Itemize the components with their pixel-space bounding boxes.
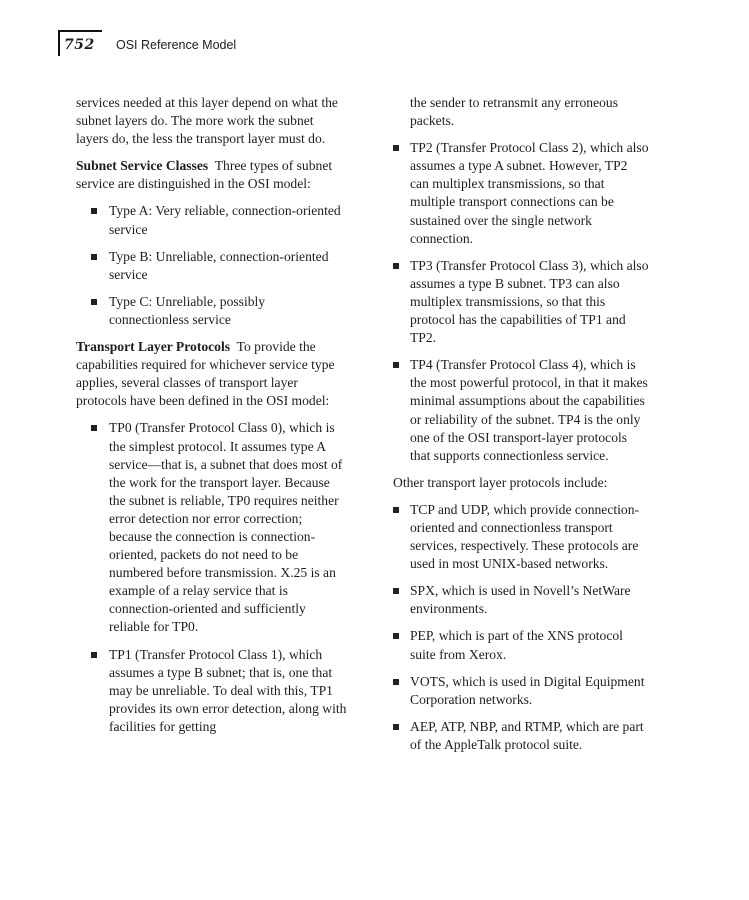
bullet-square-icon [393, 588, 399, 594]
header-rule-horizontal [58, 30, 102, 32]
transport-protocol-list [76, 419, 348, 736]
bullet-square-icon [393, 362, 399, 368]
page-number: 752 [64, 37, 95, 53]
bullet-square-icon [91, 299, 97, 305]
list-item: Type C: Unreliable, possibly connectionless service [76, 293, 348, 329]
bullet-square-icon [393, 145, 399, 151]
transport-protocol-list-continued [393, 139, 649, 465]
bullet-square-icon [91, 425, 97, 431]
list-item: AEP, ATP, NBP, and RTMP, which are part of the AppleTalk protocol suite. [393, 718, 649, 754]
continuation-text: the sender to retransmit any erroneous packets. [410, 95, 618, 129]
bullet-square-icon [393, 507, 399, 513]
subnet-paragraph [76, 157, 348, 193]
bullet-square-icon [91, 652, 97, 658]
bullet-square-icon [393, 633, 399, 639]
list-item: TCP and UDP, which provide connection-oriented and connectionless transport services, respectively. These protocols are used in most UNIX-based networks. [393, 501, 649, 573]
list-item: TP1 (Transfer Protocol Class 1), which assumes a type B subnet; that is, one that may be unreliable. To deal with this, TP1 provides its own error detection, along with facilities for getting [76, 646, 348, 736]
transport-text: To provide the capabilities required for whichever service type applies, several classes of transport layer protocols have been defined in the OSI model: [76, 339, 335, 409]
header-rule-vertical [58, 30, 60, 56]
list-item: Type B: Unreliable, connection-oriented service [76, 248, 348, 284]
bullet-square-icon [393, 724, 399, 730]
subnet-class-list [76, 202, 348, 329]
running-header [58, 30, 358, 60]
intro-paragraph: services needed at this layer depend on what the subnet layers do. The more work the subnet layers do, the less the transport layer must do. [76, 95, 338, 147]
list-item: TP2 (Transfer Protocol Class 2), which also assumes a type A subnet. However, TP2 can multiplex transmissions, so that multiple transport connections can be sustained over the single network connection. [393, 139, 649, 248]
transport-paragraph [76, 338, 348, 410]
list-item: VOTS, which is used in Digital Equipment Corporation networks. [393, 673, 649, 709]
bullet-square-icon [91, 208, 97, 214]
bullet-square-icon [393, 263, 399, 269]
running-title: OSI Reference Model [116, 38, 237, 52]
list-item: PEP, which is part of the XNS protocol suite from Xerox. [393, 627, 649, 663]
left-column [76, 94, 348, 745]
transport-heading: Transport Layer Protocols [76, 339, 231, 355]
other-protocols-intro: Other transport layer protocols include: [393, 474, 608, 490]
other-protocol-list [393, 501, 649, 754]
bullet-square-icon [91, 254, 97, 260]
right-column [393, 94, 649, 763]
list-item: TP0 (Transfer Protocol Class 0), which is the simplest protocol. It assumes type A service—that is, a subnet that does most of the work for the transport layer. Because the subnet is reliable, TP0 requires neither error detection nor error correction; because the connection is connection-oriented, packets do not need to be numbered before transmission. X.25 is an example of a relay service that is connection-oriented and sufficiently reliable for TP0. [76, 419, 348, 636]
subnet-text: Three types of subnet service are distinguished in the OSI model: [76, 158, 333, 192]
bullet-square-icon [393, 679, 399, 685]
list-item: Type A: Very reliable, connection-oriented service [76, 202, 348, 238]
list-item: SPX, which is used in Novell’s NetWare environments. [393, 582, 649, 618]
subnet-heading: Subnet Service Classes [76, 158, 209, 174]
list-item: TP3 (Transfer Protocol Class 3), which also assumes a type B subnet. TP3 can also multiplex transmissions, so that this protocol has the capabilities of TP1 and TP2. [393, 257, 649, 347]
list-item: TP4 (Transfer Protocol Class 4), which is the most powerful protocol, in that it makes minimal assumptions about the capabilities or reliability of the subnet. TP4 is the only one of the OSI transport-layer protocols that supports connectionless service. [393, 356, 649, 465]
